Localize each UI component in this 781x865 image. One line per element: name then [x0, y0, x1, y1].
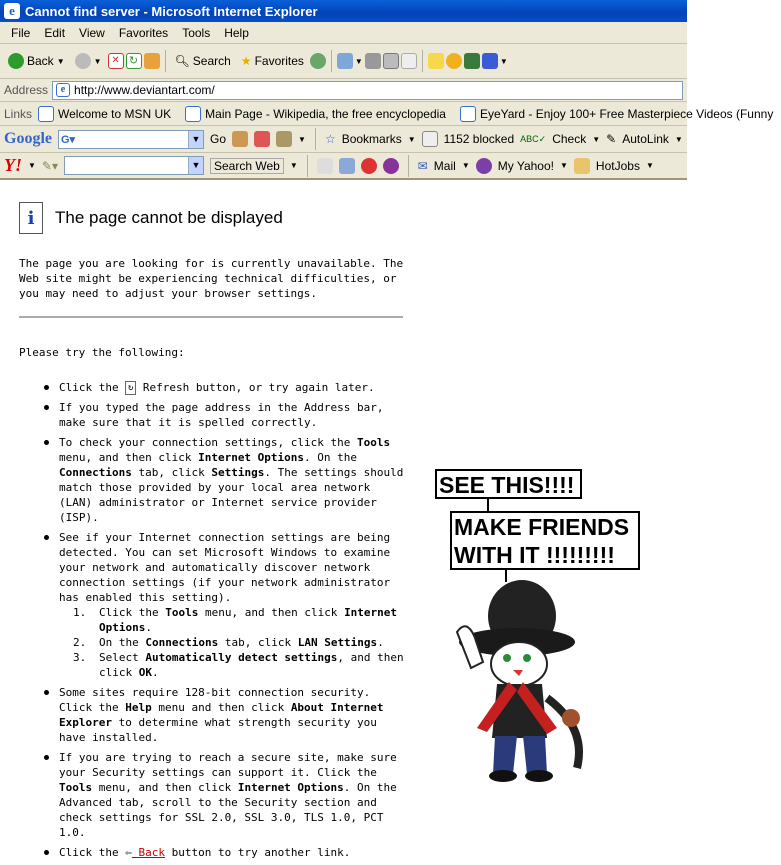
google-g-icon: G▾	[61, 133, 76, 146]
bookmarks-button[interactable]: Bookmarks	[341, 132, 402, 146]
link-wikipedia[interactable]	[185, 106, 454, 122]
links-label: Links	[4, 106, 33, 121]
autolink-dropdown-icon[interactable]: ▼	[674, 134, 683, 144]
pagerank-icon[interactable]	[254, 131, 270, 147]
messenger-icon[interactable]	[446, 53, 462, 69]
research-icon[interactable]	[464, 53, 480, 69]
hotjobs-button[interactable]: HotJobs	[595, 158, 640, 173]
try-heading: Please try the following:	[19, 346, 185, 359]
link-msn[interactable]	[38, 106, 179, 122]
bubble-text: SEE THIS!!!!	[439, 472, 575, 498]
ie-page-icon	[38, 106, 54, 122]
right-leg	[523, 736, 547, 774]
bubble-text: MAKE FRIENDS	[454, 514, 630, 540]
toolbar-separator	[307, 155, 308, 177]
bookmarks-dropdown-icon[interactable]: ▼	[407, 134, 416, 144]
yahoo-pencil-icon[interactable]: ✎▾	[41, 158, 58, 173]
yahoo-mail-button[interactable]: Mail	[433, 158, 456, 173]
google-options-icon[interactable]	[276, 131, 292, 147]
link-label: Welcome to MSN UK	[58, 106, 172, 121]
stop-icon[interactable]: ✕	[108, 53, 124, 69]
sub-steps	[73, 605, 405, 680]
autolink-wand-icon: ✎	[606, 132, 617, 146]
info-icon: i	[19, 202, 43, 234]
intro-text: The page you are looking for is currently unavailable. The Web site might be experiencing technical difficulties, or you may need to adjust your browser settings.	[19, 257, 404, 300]
menu-file[interactable]: File	[11, 25, 31, 40]
right-boot	[525, 770, 553, 782]
yahoo-mail-dropdown-icon[interactable]: ▼	[461, 161, 470, 170]
popup-blocker-icon	[422, 131, 438, 147]
menu-edit[interactable]: Edit	[44, 25, 66, 40]
left-eye	[503, 654, 511, 662]
forward-arrow-icon	[75, 53, 91, 69]
back-link[interactable]: Back	[131, 846, 165, 859]
list-item: If you are trying to reach a secure site, make sure your Security settings can support it. Click the Tools menu, and then click Internet Options. On the Advanced tab, scroll to the Security section and check settings for SSL 2.0, SSL 3.0, TLS 1.0, PCT 1.0.	[40, 750, 405, 840]
forward-dropdown-icon[interactable]: ▼	[93, 56, 102, 66]
font-dropdown-icon[interactable]: ▼	[499, 56, 508, 66]
check-dropdown-icon[interactable]: ▼	[592, 134, 601, 144]
menu-view[interactable]: View	[79, 25, 105, 40]
back-arrow-icon	[8, 53, 24, 69]
sub-step: 2. On the Connections tab, click LAN Settings.	[73, 636, 384, 649]
right-eye	[523, 654, 531, 662]
yahoo-search-dropdown-icon[interactable]: ▼	[289, 161, 298, 170]
list-item: Click the ⇦ Back button to try another link.	[40, 845, 405, 860]
check-button[interactable]: Check	[552, 132, 587, 146]
refresh-icon[interactable]: ↻	[126, 53, 142, 69]
highlight-icon[interactable]	[317, 158, 333, 174]
ie-icon: e	[4, 3, 20, 19]
back-dropdown-icon[interactable]: ▼	[56, 56, 65, 66]
search-button[interactable]	[171, 52, 235, 70]
toolbar-separator	[408, 155, 409, 177]
page-header	[19, 202, 283, 234]
google-news-icon[interactable]	[232, 131, 248, 147]
favorites-label: Favorites	[254, 54, 304, 68]
ie-page-icon	[460, 106, 476, 122]
page-icon: e	[56, 83, 70, 97]
hotjobs-icon	[574, 158, 590, 174]
list-item: See if your Internet connection settings are being detected. You can set Microsoft Windows to examine your network and automatically discover network connection settings (if your network administrator has enabled this setting). 1. Click the Tools menu, and then click Internet Options. 2. On the Connections tab, click LAN Settings. 3. Select Automatically detect settings, and then click OK.	[40, 530, 405, 680]
toolbar-separator	[165, 50, 166, 72]
refresh-page-icon: ↻	[125, 381, 136, 395]
toolbar-separator	[422, 50, 423, 72]
link-label: EyeYard - Enjoy 100+ Free Masterpiece Videos (Funny	[479, 106, 774, 121]
link-label: Main Page - Wikipedia, the free encyclopedia	[205, 106, 446, 121]
yahoo-logo[interactable]: Y!	[4, 155, 22, 175]
address-input[interactable]	[52, 81, 683, 100]
sub-step: 3. Select Automatically detect settings, and then click OK.	[73, 651, 404, 679]
forward-button[interactable]	[71, 51, 106, 71]
menu-favorites[interactable]: Favorites	[118, 25, 169, 40]
google-search-input[interactable]	[58, 130, 204, 149]
history-icon[interactable]	[310, 53, 326, 69]
notes-icon[interactable]	[428, 53, 444, 69]
google-go-button[interactable]: Go	[210, 132, 227, 146]
yahoo-toolbar	[0, 153, 687, 180]
hotjobs-dropdown-icon[interactable]: ▼	[645, 161, 654, 170]
print-icon[interactable]	[365, 53, 381, 69]
home-icon[interactable]	[144, 53, 160, 69]
google-search-dropdown-icon[interactable]: ▼	[188, 131, 203, 148]
back-arrow-icon: ⇦	[125, 846, 132, 859]
page-title: The page cannot be displayed	[55, 208, 283, 227]
google-toolbar	[0, 126, 687, 153]
mail-dropdown-icon[interactable]: ▼	[354, 56, 363, 66]
address-label: Address	[4, 83, 49, 97]
standard-toolbar	[0, 44, 687, 79]
left-boot	[489, 770, 517, 782]
yahoo-search-button[interactable]: Search Web	[210, 158, 284, 174]
divider	[19, 316, 403, 318]
sub-step: 1. Click the Tools menu, and then click Internet Options.	[73, 606, 398, 634]
font-icon[interactable]	[482, 53, 498, 69]
yahoo-dropdown-icon[interactable]: ▼	[28, 161, 36, 170]
my-yahoo-icon	[476, 158, 492, 174]
headphones-icon[interactable]	[383, 158, 399, 174]
yahoo-search-input[interactable]	[64, 156, 204, 175]
spellcheck-icon: ABC✓	[520, 133, 547, 144]
my-yahoo-button[interactable]: My Yahoo!	[497, 158, 554, 173]
autolink-button[interactable]: AutoLink	[622, 132, 669, 146]
favorites-button[interactable]	[237, 52, 308, 70]
left-leg	[493, 736, 517, 774]
yahoo-search-dropdown-icon[interactable]: ▼	[188, 157, 203, 174]
list-item: If you typed the page address in the Address bar, make sure that it is spelled correctly.	[40, 400, 405, 430]
back-label: Back	[27, 54, 54, 68]
list-item: Click the ↻ Refresh button, or try again later.	[40, 380, 405, 395]
links-bar	[0, 102, 774, 126]
target-icon[interactable]	[361, 158, 377, 174]
window-title: Cannot find server - Microsoft Internet Explorer	[25, 3, 318, 19]
mail-icon[interactable]	[337, 53, 353, 69]
speech-bubble-make-friends	[450, 511, 640, 570]
google-options-dropdown-icon[interactable]: ▼	[298, 134, 306, 144]
layout-icon[interactable]	[339, 158, 355, 174]
favorites-star-icon: ★	[240, 54, 252, 68]
menu-tools[interactable]: Tools	[182, 25, 211, 40]
back-button[interactable]	[4, 51, 69, 71]
menu-help[interactable]: Help	[224, 25, 249, 40]
bubble-text: WITH IT !!!!!!!!!	[454, 542, 615, 568]
title-bar	[0, 0, 687, 22]
held-bag	[562, 709, 580, 727]
list-item: Some sites require 128-bit connection security. Click the Help menu and then click About Internet Explorer to determine what strength security you have installed.	[40, 685, 405, 745]
search-label: Search	[192, 54, 231, 68]
toolbar-separator	[315, 128, 316, 150]
bookmarks-star-icon: ☆	[324, 132, 336, 146]
google-logo[interactable]: Google	[4, 130, 52, 147]
bubble-tail	[487, 497, 489, 511]
my-yahoo-dropdown-icon[interactable]: ▼	[560, 161, 568, 170]
address-url: http://www.deviantart.com/	[74, 83, 215, 97]
edit-icon[interactable]	[383, 53, 399, 69]
search-icon: 🔍︎	[174, 54, 190, 68]
face	[491, 642, 547, 686]
address-bar	[0, 79, 687, 102]
envelope-icon: ✉	[417, 158, 428, 173]
cartoon-character	[447, 578, 597, 784]
ie-page-icon	[185, 106, 201, 122]
toolbar-separator	[331, 50, 332, 72]
discuss-icon[interactable]	[401, 53, 417, 69]
popup-blocked-count[interactable]: 1152 blocked	[443, 132, 515, 146]
speech-bubble-see-this	[435, 469, 582, 499]
menu-bar	[0, 22, 687, 44]
link-eyeyard[interactable]	[460, 106, 781, 122]
list-item: To check your connection settings, click the Tools menu, and then click Internet Options. On the Connections tab, click Settings. The settings should match those provided by your local area network (LAN) administrator or Internet service provider (ISP).	[40, 435, 405, 525]
tail	[547, 698, 579, 768]
tips-list	[40, 380, 405, 865]
